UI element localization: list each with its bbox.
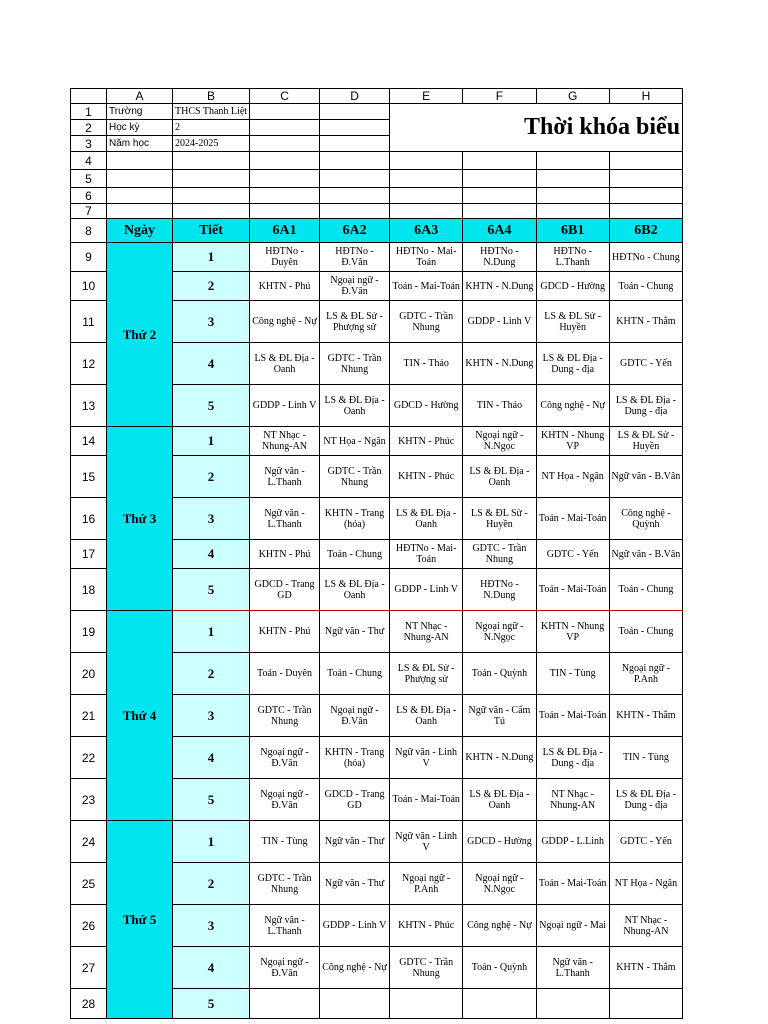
subject-cell[interactable]: KHTN - N.Dung — [463, 272, 536, 301]
empty-cell[interactable] — [536, 170, 609, 188]
header-ngay[interactable]: Ngày — [107, 219, 173, 243]
empty-cell[interactable] — [320, 188, 390, 204]
empty-row-7 — [71, 204, 683, 219]
day-cell[interactable]: Thứ 3 — [107, 427, 173, 611]
subject-cell[interactable]: Công nghệ - Nự — [536, 385, 609, 427]
column-header-f[interactable]: F — [463, 89, 536, 104]
subject-cell[interactable]: NT Họa - Ngân — [536, 456, 609, 498]
row-number[interactable]: 15 — [71, 456, 107, 498]
empty-cell[interactable] — [536, 152, 609, 170]
subject-cell[interactable]: LS & ĐL Địa - Oanh — [463, 779, 536, 821]
row-number[interactable]: 8 — [71, 219, 107, 243]
subject-cell[interactable]: Ngoại ngữ - Đ.Vân — [250, 737, 320, 779]
row-number[interactable]: 5 — [71, 170, 107, 188]
subject-cell[interactable]: GDTC - Trần Nhung — [320, 456, 390, 498]
empty-cell[interactable] — [536, 188, 609, 204]
subject-cell[interactable]: LS & ĐL Địa - Dung - địa — [609, 385, 682, 427]
row-number[interactable]: 4 — [71, 152, 107, 170]
header-class-6a3[interactable]: 6A3 — [390, 219, 463, 243]
subject-cell[interactable]: LS & ĐL Địa - Dung - địa — [536, 343, 609, 385]
row-number[interactable]: 27 — [71, 947, 107, 989]
subject-cell[interactable]: LS & ĐL Sử - Huyền — [536, 301, 609, 343]
empty-cell[interactable] — [250, 188, 320, 204]
header-class-6b1[interactable]: 6B1 — [536, 219, 609, 243]
empty-cell[interactable] — [173, 188, 250, 204]
empty-cell[interactable] — [463, 204, 536, 219]
subject-cell[interactable]: Ngữ văn - L.Thanh — [250, 498, 320, 540]
info-value[interactable]: 2 — [173, 120, 250, 136]
row-number[interactable]: 12 — [71, 343, 107, 385]
corner-cell[interactable] — [71, 89, 107, 104]
subject-cell[interactable]: KHTN - N.Dung — [463, 343, 536, 385]
subject-cell[interactable]: NT Nhạc - Nhung-AN — [390, 611, 463, 653]
period-cell[interactable]: 5 — [173, 569, 250, 611]
empty-cell[interactable] — [320, 170, 390, 188]
period-cell[interactable]: 1 — [173, 243, 250, 272]
subject-cell[interactable]: LS & ĐL Địa - Oanh — [463, 456, 536, 498]
period-cell[interactable]: 1 — [173, 427, 250, 456]
subject-cell[interactable]: Toán - Chung — [609, 611, 682, 653]
subject-cell[interactable]: HĐTNo - Chung — [609, 243, 682, 272]
period-cell[interactable]: 2 — [173, 863, 250, 905]
subject-cell[interactable]: NT Họa - Ngân — [609, 863, 682, 905]
subject-cell[interactable]: Ngữ văn - L.Thanh — [536, 947, 609, 989]
subject-cell[interactable]: Toán - Mai-Toán — [536, 569, 609, 611]
timetable-row — [71, 821, 683, 863]
empty-cell[interactable] — [250, 104, 320, 120]
subject-cell[interactable]: GDDP - Linh V — [463, 301, 536, 343]
row-number[interactable]: 3 — [71, 136, 107, 152]
row-number[interactable]: 17 — [71, 540, 107, 569]
column-header-row — [71, 89, 683, 104]
subject-cell[interactable]: Toán - Mai-Toán — [536, 498, 609, 540]
subject-cell[interactable]: Ngoại ngữ - Đ.Vân — [250, 779, 320, 821]
subject-cell[interactable]: GDTC - Trần Nhung — [320, 343, 390, 385]
row-number[interactable]: 10 — [71, 272, 107, 301]
subject-cell[interactable]: Toán - Mai-Toán — [390, 779, 463, 821]
subject-cell[interactable]: NT Nhạc - Nhung-AN — [250, 427, 320, 456]
timetable-row — [71, 611, 683, 653]
info-label[interactable]: Năm học — [107, 136, 173, 152]
subject-cell[interactable]: HĐTNo - Mai-Toán — [390, 540, 463, 569]
row-number[interactable]: 2 — [71, 120, 107, 136]
subject-cell[interactable]: Công nghệ - Nự — [320, 947, 390, 989]
period-cell[interactable]: 5 — [173, 989, 250, 1019]
subject-cell[interactable]: GDCD - Hường — [390, 385, 463, 427]
empty-cell[interactable] — [107, 170, 173, 188]
empty-row-4 — [71, 152, 683, 170]
subject-cell[interactable]: GDTC - Yến — [609, 343, 682, 385]
subject-cell[interactable]: Ngữ văn - Thư — [320, 821, 390, 863]
column-header-g[interactable]: G — [536, 89, 609, 104]
empty-row-5 — [71, 170, 683, 188]
subject-cell[interactable]: Ngoại ngữ - N.Ngọc — [463, 611, 536, 653]
column-header-b[interactable]: B — [173, 89, 250, 104]
subject-cell[interactable]: LS & ĐL Địa - Oanh — [320, 385, 390, 427]
subject-cell[interactable]: TIN - Tùng — [250, 821, 320, 863]
subject-cell[interactable]: Ngoại ngữ - Mai — [536, 905, 609, 947]
column-header-d[interactable]: D — [320, 89, 390, 104]
period-cell[interactable]: 5 — [173, 385, 250, 427]
empty-cell[interactable] — [107, 204, 173, 219]
row-number[interactable]: 22 — [71, 737, 107, 779]
subject-cell[interactable]: LS & ĐL Sử - Huyền — [609, 427, 682, 456]
subject-cell[interactable]: GDTC - Trần Nhung — [250, 863, 320, 905]
row-number[interactable]: 9 — [71, 243, 107, 272]
subject-cell[interactable] — [609, 989, 682, 1019]
period-cell[interactable]: 3 — [173, 498, 250, 540]
subject-cell[interactable]: Ngoại ngữ - Đ.Vân — [320, 272, 390, 301]
period-cell[interactable]: 2 — [173, 456, 250, 498]
subject-cell[interactable] — [463, 989, 536, 1019]
row-number[interactable]: 20 — [71, 653, 107, 695]
subject-cell[interactable]: LS & ĐL Sử - Phượng sử — [390, 653, 463, 695]
subject-cell[interactable]: GDDP - Linh V — [250, 385, 320, 427]
subject-cell[interactable]: LS & ĐL Địa - Oanh — [250, 343, 320, 385]
subject-cell[interactable]: GDTC - Trần Nhung — [463, 540, 536, 569]
period-cell[interactable]: 4 — [173, 343, 250, 385]
subject-cell[interactable]: Toán - Quỳnh — [463, 653, 536, 695]
header-tiet[interactable]: Tiết — [173, 219, 250, 243]
subject-cell[interactable]: GDTC - Trần Nhung — [390, 947, 463, 989]
subject-cell[interactable]: Ngữ văn - Thư — [320, 863, 390, 905]
subject-cell[interactable]: GDDP - Linh V — [390, 569, 463, 611]
empty-cell[interactable] — [173, 152, 250, 170]
subject-cell[interactable]: Ngữ văn - L.Thanh — [250, 456, 320, 498]
subject-cell[interactable]: Ngoại ngữ - N.Ngọc — [463, 863, 536, 905]
subject-cell[interactable]: NT Nhạc - Nhung-AN — [609, 905, 682, 947]
period-cell[interactable]: 2 — [173, 272, 250, 301]
empty-row-6 — [71, 188, 683, 204]
subject-cell[interactable]: Toán - Duyên — [250, 653, 320, 695]
empty-cell[interactable] — [173, 204, 250, 219]
table-header-row — [71, 219, 683, 243]
day-cell[interactable]: Thứ 2 — [107, 243, 173, 427]
subject-cell[interactable]: KHTN - N.Dung — [463, 737, 536, 779]
subject-cell[interactable]: KHTN - Nhung VP — [536, 611, 609, 653]
info-row-1 — [71, 104, 683, 120]
empty-cell[interactable] — [250, 120, 320, 136]
empty-cell[interactable] — [390, 188, 463, 204]
subject-cell[interactable]: GDCD - Hường — [536, 272, 609, 301]
subject-cell[interactable]: KHTN - Phúc — [390, 905, 463, 947]
period-cell[interactable]: 4 — [173, 947, 250, 989]
column-header-h[interactable]: H — [609, 89, 682, 104]
subject-cell[interactable]: GDTC - Trần Nhung — [390, 301, 463, 343]
empty-cell[interactable] — [320, 152, 390, 170]
subject-cell[interactable]: LS & ĐL Địa - Oanh — [390, 498, 463, 540]
subject-cell[interactable]: GDDP - Linh V — [320, 905, 390, 947]
header-class-6a4[interactable]: 6A4 — [463, 219, 536, 243]
row-number[interactable]: 11 — [71, 301, 107, 343]
timetable-spreadsheet — [70, 88, 683, 1019]
header-class-6a1[interactable]: 6A1 — [250, 219, 320, 243]
empty-cell[interactable] — [536, 204, 609, 219]
subject-cell[interactable]: Toán - Chung — [609, 569, 682, 611]
subject-cell[interactable]: GDTC - Yến — [536, 540, 609, 569]
subject-cell[interactable]: Ngoại ngữ - Đ.Vân — [250, 947, 320, 989]
empty-cell[interactable] — [107, 188, 173, 204]
subject-cell[interactable]: KHTN - Thắm — [609, 301, 682, 343]
subject-cell[interactable]: GDTC - Trần Nhung — [250, 695, 320, 737]
empty-cell[interactable] — [609, 170, 682, 188]
subject-cell[interactable]: Ngữ văn - Linh V — [390, 737, 463, 779]
subject-cell[interactable]: HĐTNo - Duyên — [250, 243, 320, 272]
empty-cell[interactable] — [320, 120, 390, 136]
period-cell[interactable]: 5 — [173, 779, 250, 821]
subject-cell[interactable]: LS & ĐL Địa - Dung - địa — [609, 779, 682, 821]
empty-cell[interactable] — [173, 170, 250, 188]
empty-cell[interactable] — [609, 188, 682, 204]
subject-cell[interactable]: Ngoại ngữ - N.Ngọc — [463, 427, 536, 456]
empty-cell[interactable] — [250, 136, 320, 152]
subject-cell[interactable]: KHTN - Phú — [250, 272, 320, 301]
row-number[interactable]: 21 — [71, 695, 107, 737]
row-number[interactable]: 25 — [71, 863, 107, 905]
empty-cell[interactable] — [320, 104, 390, 120]
period-cell[interactable]: 3 — [173, 695, 250, 737]
subject-cell[interactable]: KHTN - Nhung VP — [536, 427, 609, 456]
timetable-row — [71, 243, 683, 272]
subject-cell[interactable] — [250, 989, 320, 1019]
info-value[interactable]: THCS Thanh Liệt — [173, 104, 250, 120]
subject-cell[interactable]: LS & ĐL Sử - Huyền — [463, 498, 536, 540]
subject-cell[interactable]: Ngữ văn - L.Thanh — [250, 905, 320, 947]
subject-cell[interactable]: KHTN - Phú — [250, 611, 320, 653]
subject-cell[interactable]: Công nghệ - Nự — [463, 905, 536, 947]
subject-cell[interactable]: Toán - Mai-Toán — [536, 863, 609, 905]
row-number[interactable]: 14 — [71, 427, 107, 456]
subject-cell[interactable]: KHTN - Trang (hóa) — [320, 498, 390, 540]
subject-cell[interactable]: KHTN - Trang (hóa) — [320, 737, 390, 779]
column-header-e[interactable]: E — [390, 89, 463, 104]
subject-cell[interactable]: TIN - Tùng — [536, 653, 609, 695]
subject-cell[interactable]: TIN - Thảo — [390, 343, 463, 385]
subject-cell[interactable]: KHTN - Thắm — [609, 947, 682, 989]
subject-cell[interactable]: GDTC - Yến — [609, 821, 682, 863]
info-label[interactable]: Học kỳ — [107, 120, 173, 136]
empty-cell[interactable] — [390, 204, 463, 219]
row-number[interactable]: 24 — [71, 821, 107, 863]
empty-cell[interactable] — [463, 170, 536, 188]
row-number[interactable]: 19 — [71, 611, 107, 653]
day-cell[interactable]: Thứ 4 — [107, 611, 173, 821]
subject-cell[interactable]: Ngoại ngữ - P.Anh — [390, 863, 463, 905]
period-cell[interactable]: 3 — [173, 301, 250, 343]
subject-cell[interactable]: Công nghệ - Nự — [250, 301, 320, 343]
period-cell[interactable]: 4 — [173, 540, 250, 569]
empty-cell[interactable] — [463, 152, 536, 170]
subject-cell[interactable]: KHTN - Phúc — [390, 427, 463, 456]
subject-cell[interactable]: TIN - Thảo — [463, 385, 536, 427]
empty-cell[interactable] — [609, 204, 682, 219]
subject-cell[interactable]: LS & ĐL Sử - Phượng sử — [320, 301, 390, 343]
info-label[interactable]: Trường — [107, 104, 173, 120]
empty-cell[interactable] — [250, 152, 320, 170]
column-header-a[interactable]: A — [107, 89, 173, 104]
subject-cell[interactable]: KHTN - Thắm — [609, 695, 682, 737]
subject-cell[interactable] — [390, 989, 463, 1019]
subject-cell[interactable]: GDCD - Hường — [463, 821, 536, 863]
subject-cell[interactable]: Ngoại ngữ - Đ.Vân — [320, 695, 390, 737]
subject-cell[interactable]: Ngoại ngữ - P.Anh — [609, 653, 682, 695]
subject-cell[interactable]: Toán - Quỳnh — [463, 947, 536, 989]
row-number[interactable]: 23 — [71, 779, 107, 821]
subject-cell[interactable]: LS & ĐL Địa - Oanh — [390, 695, 463, 737]
header-class-6b2[interactable]: 6B2 — [609, 219, 682, 243]
row-number[interactable]: 7 — [71, 204, 107, 219]
empty-cell[interactable] — [107, 152, 173, 170]
subject-cell[interactable]: HĐTNo - Mai-Toán — [390, 243, 463, 272]
subject-cell[interactable]: HĐTNo - L.Thanh — [536, 243, 609, 272]
empty-cell[interactable] — [609, 152, 682, 170]
period-cell[interactable]: 1 — [173, 821, 250, 863]
subject-cell[interactable]: HĐTNo - N.Dung — [463, 243, 536, 272]
subject-cell[interactable]: HĐTNo - N.Dung — [463, 569, 536, 611]
empty-cell[interactable] — [250, 204, 320, 219]
row-number[interactable]: 18 — [71, 569, 107, 611]
subject-cell[interactable]: Ngữ văn - Linh V — [390, 821, 463, 863]
subject-cell[interactable]: Toán - Chung — [320, 653, 390, 695]
row-number[interactable]: 1 — [71, 104, 107, 120]
column-header-c[interactable]: C — [250, 89, 320, 104]
subject-cell[interactable]: Toán - Mai-Toán — [390, 272, 463, 301]
subject-cell[interactable]: LS & ĐL Địa - Oanh — [320, 569, 390, 611]
row-number[interactable]: 28 — [71, 989, 107, 1019]
subject-cell[interactable]: LS & ĐL Địa - Dung - địa — [536, 737, 609, 779]
row-number[interactable]: 16 — [71, 498, 107, 540]
empty-cell[interactable] — [390, 170, 463, 188]
subject-cell[interactable]: KHTN - Phú — [250, 540, 320, 569]
subject-cell[interactable]: NT Họa - Ngân — [320, 427, 390, 456]
subject-cell[interactable]: GDCD - Trang GD — [250, 569, 320, 611]
subject-cell[interactable]: Công nghệ - Quỳnh — [609, 498, 682, 540]
subject-cell[interactable]: KHTN - Phúc — [390, 456, 463, 498]
sheet-title[interactable]: Thời khóa biểu — [390, 104, 683, 152]
subject-cell[interactable]: Ngữ văn - Thư — [320, 611, 390, 653]
empty-cell[interactable] — [320, 204, 390, 219]
subject-cell[interactable]: NT Nhạc - Nhung-AN — [536, 779, 609, 821]
period-cell[interactable]: 1 — [173, 611, 250, 653]
subject-cell[interactable]: Toán - Mai-Toán — [536, 695, 609, 737]
row-number[interactable]: 6 — [71, 188, 107, 204]
empty-cell[interactable] — [390, 152, 463, 170]
subject-cell[interactable] — [536, 989, 609, 1019]
subject-cell[interactable]: Ngữ văn - B.Vân — [609, 540, 682, 569]
subject-cell[interactable]: Toán - Chung — [609, 272, 682, 301]
empty-cell[interactable] — [320, 136, 390, 152]
subject-cell[interactable]: Ngữ văn - B.Vân — [609, 456, 682, 498]
period-cell[interactable]: 2 — [173, 653, 250, 695]
empty-cell[interactable] — [250, 170, 320, 188]
subject-cell[interactable]: TIN - Tùng — [609, 737, 682, 779]
day-cell[interactable]: Thứ 5 — [107, 821, 173, 1019]
empty-cell[interactable] — [463, 188, 536, 204]
subject-cell[interactable] — [320, 989, 390, 1019]
info-value[interactable]: 2024-2025 — [173, 136, 250, 152]
subject-cell[interactable]: Ngữ văn - Cẩm Tú — [463, 695, 536, 737]
period-cell[interactable]: 4 — [173, 737, 250, 779]
row-number[interactable]: 26 — [71, 905, 107, 947]
subject-cell[interactable]: Toán - Chung — [320, 540, 390, 569]
subject-cell[interactable]: GDDP - L.Linh — [536, 821, 609, 863]
subject-cell[interactable]: GDCD - Trang GD — [320, 779, 390, 821]
header-class-6a2[interactable]: 6A2 — [320, 219, 390, 243]
row-number[interactable]: 13 — [71, 385, 107, 427]
timetable-row — [71, 427, 683, 456]
period-cell[interactable]: 3 — [173, 905, 250, 947]
subject-cell[interactable]: HĐTNo - Đ.Vân — [320, 243, 390, 272]
